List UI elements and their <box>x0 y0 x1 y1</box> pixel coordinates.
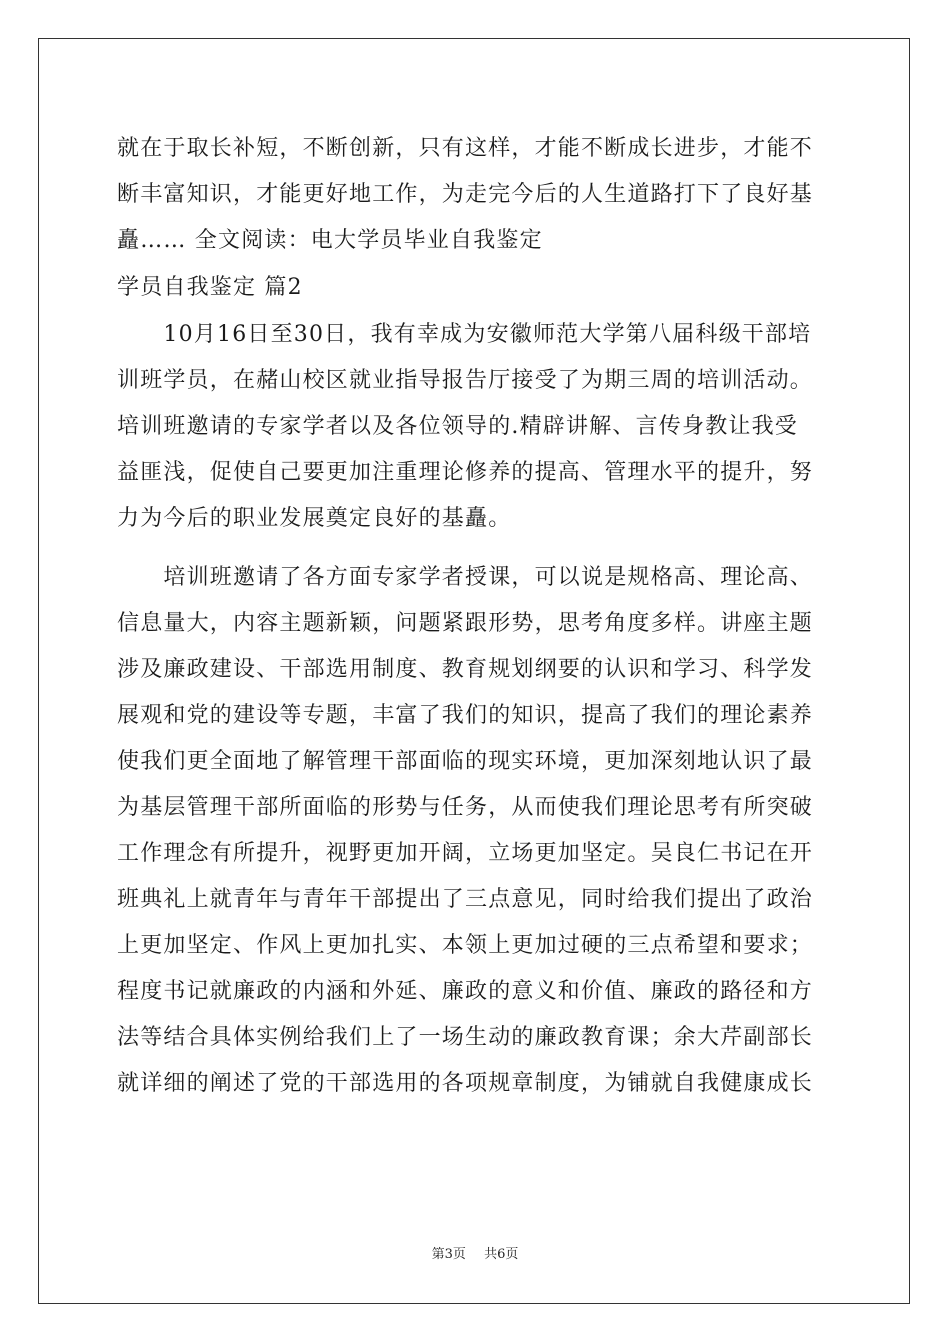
document-body <box>117 126 837 1107</box>
paragraph-2 <box>117 555 837 1107</box>
text-line: 10月16日至30日，我有幸成为安徽师范大学第八届科级干部培 <box>117 322 812 347</box>
page-footer <box>0 1243 950 1262</box>
text-line: 培训班邀请了各方面专家学者授课，可以说是规格高、理论高、 <box>117 565 814 590</box>
paragraph-spacer <box>117 542 837 555</box>
text-line: 上更加坚定、作风上更加扎实、本领上更加过硬的三点希望和要求； <box>117 933 814 958</box>
text-line: 矗…… 全文阅读：电大学员毕业自我鉴定 <box>117 228 543 253</box>
text-line: 涉及廉政建设、干部选用制度、教育规划纲要的认识和学习、科学发 <box>117 657 814 682</box>
text-line: 就在于取长补短，不断创新，只有这样，才能不断成长进步，才能不 <box>117 136 814 161</box>
text-line: 力为今后的职业发展奠定良好的基矗。 <box>117 506 512 531</box>
section-heading: 学员自我鉴定 篇2 <box>117 275 303 300</box>
text-line: 训班学员，在赭山校区就业指导报告厅接受了为期三周的培训活动。 <box>117 368 814 393</box>
continuation-paragraph <box>117 126 837 264</box>
paragraph-1 <box>117 312 837 542</box>
text-line: 信息量大，内容主题新颖，问题紧跟形势，思考角度多样。讲座主题 <box>117 611 814 636</box>
text-line: 班典礼上就青年与青年干部提出了三点意见，同时给我们提出了政治 <box>117 887 814 912</box>
page-number-total: 共6页 <box>484 1247 519 1262</box>
text-line: 为基层管理干部所面临的形势与任务，从而使我们理论思考有所突破 <box>117 795 814 820</box>
text-line: 益匪浅，促使自己要更加注重理论修养的提高、管理水平的提升，努 <box>117 460 814 485</box>
text-line: 程度书记就廉政的内涵和外延、廉政的意义和价值、廉政的路径和方 <box>117 979 814 1004</box>
text-line: 使我们更全面地了解管理干部面临的现实环境，更加深刻地认识了最 <box>117 749 814 774</box>
page-number-current: 第3页 <box>431 1247 466 1262</box>
text-line: 展观和党的建设等专题，丰富了我们的知识，提高了我们的理论素养 <box>117 703 814 728</box>
text-line: 断丰富知识，才能更好地工作，为走完今后的人生道路打下了良好基 <box>117 182 814 207</box>
text-line: 培训班邀请的专家学者以及各位领导的.精辟讲解、言传身教让我受 <box>117 414 798 439</box>
text-line: 法等结合具体实例给我们上了一场生动的廉政教育课；余大芹副部长 <box>117 1025 814 1050</box>
text-line: 工作理念有所提升，视野更加开阔，立场更加坚定。吴良仁书记在开 <box>117 841 814 866</box>
text-line: 就详细的阐述了党的干部选用的各项规章制度，为铺就自我健康成长 <box>117 1071 814 1096</box>
